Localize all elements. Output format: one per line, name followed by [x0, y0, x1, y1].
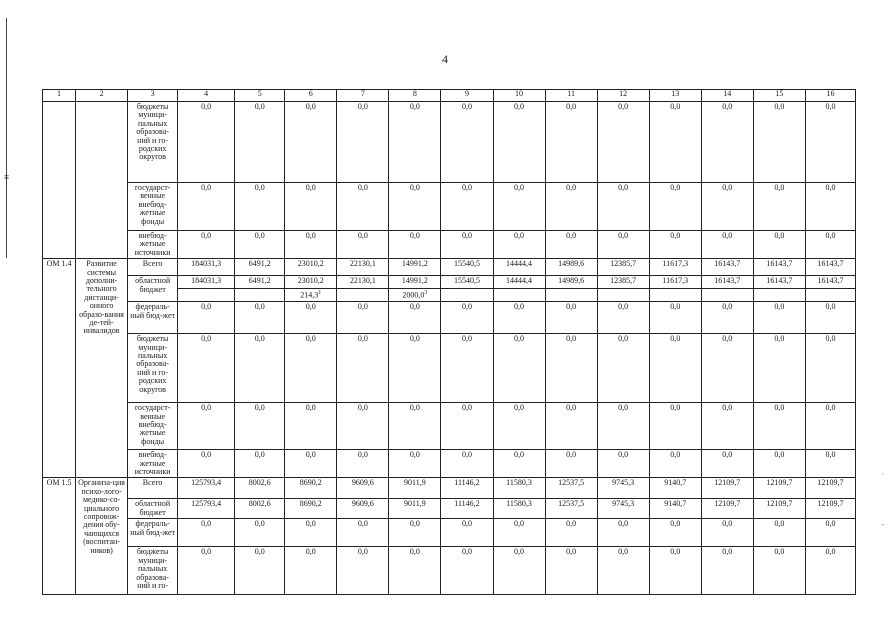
table-row [43, 403, 856, 450]
code-cell [43, 102, 76, 259]
value-cell: 0,0 [389, 403, 441, 450]
value-cell: 0,0 [805, 519, 855, 547]
value-cell: 0,0 [649, 334, 701, 403]
value-cell: 0,0 [493, 231, 545, 259]
value-cell: 0,0 [493, 547, 545, 595]
value-cell: 23010,2 [285, 276, 337, 289]
measure-code: ОМ 1.5 [43, 478, 76, 595]
value-cell: 14991,2 [389, 259, 441, 276]
value-cell: 0,0 [597, 547, 649, 595]
value-cell: 0,0 [701, 450, 753, 478]
value-cell: 9140,7 [649, 499, 701, 519]
value-cell: 0,0 [178, 231, 235, 259]
budget-table [42, 89, 856, 595]
value-cell: 0,0 [545, 403, 597, 450]
value-cell: 14444,4 [493, 276, 545, 289]
value-cell: 12109,7 [753, 499, 805, 519]
table-row [43, 102, 856, 183]
value-cell: 0,0 [235, 102, 285, 183]
value-cell: 0,0 [597, 183, 649, 231]
value-cell: 125793,4 [178, 478, 235, 499]
value-cell: 0,0 [389, 302, 441, 334]
value-cell: 0,0 [389, 450, 441, 478]
value-cell: 0,0 [493, 302, 545, 334]
value-cell: 0,0 [285, 334, 337, 403]
value-cell: 0,0 [493, 102, 545, 183]
value-cell: 9011,9 [389, 499, 441, 519]
value-cell: 0,0 [235, 334, 285, 403]
column-header: 11 [545, 90, 597, 102]
measure-title: Организа-ция психо-лого-медико-со-циального сопровож-дения обу-чающихся (воспитан-ников) [76, 478, 128, 595]
value-cell: 0,0 [285, 547, 337, 595]
table-row [43, 302, 856, 334]
value-cell: 0,0 [178, 183, 235, 231]
value-cell: 0,0 [805, 231, 855, 259]
footnote-value [389, 289, 441, 302]
value-cell: 0,0 [493, 519, 545, 547]
value-cell: 23010,2 [285, 259, 337, 276]
value-cell: 0,0 [235, 403, 285, 450]
column-header: 10 [493, 90, 545, 102]
value-cell: 0,0 [235, 183, 285, 231]
column-header: 14 [701, 90, 753, 102]
source-cell: Всего [128, 259, 178, 276]
value-cell: 6491,2 [235, 276, 285, 289]
source-cell: Всего [128, 478, 178, 499]
footnote-value [285, 289, 337, 302]
value-cell: 0,0 [285, 302, 337, 334]
value-cell: 0,0 [389, 519, 441, 547]
footnote-amount: 214,3 [300, 290, 319, 300]
column-header: 5 [235, 90, 285, 102]
value-cell: 0,0 [649, 302, 701, 334]
title-cell [76, 102, 128, 259]
value-cell: 14989,6 [545, 259, 597, 276]
value-cell: 0,0 [753, 183, 805, 231]
value-cell [337, 289, 389, 302]
value-cell [649, 289, 701, 302]
value-cell: 0,0 [545, 231, 597, 259]
column-header: 6 [285, 90, 337, 102]
source-cell: бюджеты муници-пальных образова-ний и го-родских округов [128, 334, 178, 403]
value-cell: 15540,5 [441, 276, 493, 289]
value-cell: 8690,2 [285, 478, 337, 499]
source-cell: внебюд-жетные источники [128, 450, 178, 478]
value-cell: 0,0 [597, 231, 649, 259]
value-cell: 14991,2 [389, 276, 441, 289]
scan-dot: - [881, 520, 884, 529]
value-cell: 0,0 [285, 231, 337, 259]
value-cell: 0,0 [441, 547, 493, 595]
value-cell: 125793,4 [178, 499, 235, 519]
value-cell: 22130,1 [337, 276, 389, 289]
value-cell: 0,0 [597, 519, 649, 547]
value-cell: 0,0 [235, 519, 285, 547]
source-cell: внебюд-жетные источники [128, 231, 178, 259]
value-cell: 9011,9 [389, 478, 441, 499]
margin-mark: ≡ [4, 172, 10, 182]
value-cell: 0,0 [701, 302, 753, 334]
value-cell: 0,0 [441, 302, 493, 334]
value-cell: 0,0 [389, 547, 441, 595]
value-cell: 11580,3 [493, 478, 545, 499]
value-cell: 16143,7 [805, 259, 855, 276]
value-cell: 0,0 [805, 302, 855, 334]
value-cell: 0,0 [753, 519, 805, 547]
value-cell: 0,0 [753, 231, 805, 259]
table-row [43, 499, 856, 519]
value-cell: 16143,7 [701, 259, 753, 276]
value-cell: 0,0 [493, 334, 545, 403]
page-number: 4 [442, 52, 448, 66]
value-cell: 0,0 [285, 519, 337, 547]
value-cell: 22130,1 [337, 259, 389, 276]
value-cell: 0,0 [337, 519, 389, 547]
value-cell: 0,0 [649, 547, 701, 595]
value-cell: 0,0 [805, 403, 855, 450]
table-row [43, 334, 856, 403]
value-cell: 0,0 [545, 519, 597, 547]
table-row [43, 519, 856, 547]
value-cell [441, 289, 493, 302]
value-cell [545, 289, 597, 302]
value-cell: 0,0 [235, 547, 285, 595]
value-cell: 0,0 [545, 183, 597, 231]
value-cell: 0,0 [441, 102, 493, 183]
value-cell: 0,0 [753, 450, 805, 478]
value-cell: 0,0 [441, 450, 493, 478]
table-row [43, 547, 856, 595]
value-cell: 11146,2 [441, 478, 493, 499]
value-cell: 0,0 [701, 102, 753, 183]
value-cell: 0,0 [701, 547, 753, 595]
value-cell: 0,0 [235, 302, 285, 334]
value-cell: 16143,7 [701, 276, 753, 289]
value-cell: 0,0 [235, 231, 285, 259]
value-cell: 184031,3 [178, 259, 235, 276]
table-row [43, 276, 856, 289]
source-cell: областной бюджет [128, 276, 178, 302]
value-cell: 11617,3 [649, 276, 701, 289]
value-cell: 11617,3 [649, 259, 701, 276]
value-cell: 0,0 [441, 519, 493, 547]
value-cell: 0,0 [805, 547, 855, 595]
column-header: 1 [43, 90, 76, 102]
value-cell: 0,0 [649, 231, 701, 259]
value-cell: 0,0 [545, 547, 597, 595]
value-cell [701, 289, 753, 302]
table-row [43, 450, 856, 478]
value-cell: 0,0 [701, 334, 753, 403]
value-cell: 0,0 [337, 183, 389, 231]
value-cell: 12537,5 [545, 478, 597, 499]
column-header: 15 [753, 90, 805, 102]
column-header: 3 [128, 90, 178, 102]
footnote-marker: 3 [424, 290, 428, 297]
value-cell: 12537,5 [545, 499, 597, 519]
value-cell: 9745,3 [597, 499, 649, 519]
source-cell: государст-венные внебюд-жетные фонды [128, 403, 178, 450]
value-cell: 11146,2 [441, 499, 493, 519]
value-cell: 0,0 [178, 302, 235, 334]
value-cell: 0,0 [701, 231, 753, 259]
value-cell: 8690,2 [285, 499, 337, 519]
column-header: 13 [649, 90, 701, 102]
value-cell: 0,0 [178, 334, 235, 403]
value-cell: 12109,7 [753, 478, 805, 499]
value-cell: 9745,3 [597, 478, 649, 499]
value-cell: 0,0 [545, 450, 597, 478]
value-cell: 0,0 [493, 450, 545, 478]
column-header-row [43, 90, 856, 102]
value-cell: 0,0 [545, 334, 597, 403]
value-cell: 0,0 [701, 183, 753, 231]
source-cell: федераль-ный бюд-жет [128, 519, 178, 547]
value-cell: 0,0 [597, 403, 649, 450]
value-cell: 0,0 [701, 519, 753, 547]
value-cell: 0,0 [337, 403, 389, 450]
value-cell: 15540,5 [441, 259, 493, 276]
value-cell: 12109,7 [805, 478, 855, 499]
value-cell: 0,0 [441, 183, 493, 231]
value-cell: 0,0 [805, 334, 855, 403]
value-cell: 0,0 [285, 183, 337, 231]
column-header: 8 [389, 90, 441, 102]
value-cell: 0,0 [337, 102, 389, 183]
value-cell: 0,0 [753, 102, 805, 183]
value-cell: 0,0 [389, 183, 441, 231]
value-cell: 8002,6 [235, 478, 285, 499]
value-cell [493, 289, 545, 302]
value-cell: 6491,2 [235, 259, 285, 276]
value-cell: 0,0 [389, 102, 441, 183]
source-cell: бюджеты муници-пальных образова-ний и го-родских округов [128, 102, 178, 183]
table-row [43, 259, 856, 276]
value-cell: 16143,7 [753, 276, 805, 289]
column-header: 12 [597, 90, 649, 102]
value-cell: 0,0 [545, 302, 597, 334]
value-cell: 0,0 [389, 334, 441, 403]
value-cell: 0,0 [805, 183, 855, 231]
value-cell: 0,0 [545, 102, 597, 183]
value-cell: 0,0 [805, 102, 855, 183]
value-cell: 0,0 [649, 183, 701, 231]
value-cell: 0,0 [285, 450, 337, 478]
value-cell: 0,0 [285, 403, 337, 450]
column-header: 7 [337, 90, 389, 102]
table-row [43, 478, 856, 499]
value-cell: 0,0 [753, 302, 805, 334]
value-cell: 12109,7 [805, 499, 855, 519]
value-cell: 12109,7 [701, 478, 753, 499]
value-cell: 16143,7 [805, 276, 855, 289]
value-cell: 0,0 [389, 231, 441, 259]
value-cell: 14989,6 [545, 276, 597, 289]
value-cell: 0,0 [753, 334, 805, 403]
measure-code: ОМ 1.4 [43, 259, 76, 478]
column-header: 4 [178, 90, 235, 102]
value-cell: 0,0 [597, 302, 649, 334]
column-header: 2 [76, 90, 128, 102]
source-cell: бюджеты муници-пальных образова-ний и го- [128, 547, 178, 595]
column-header: 9 [441, 90, 493, 102]
value-cell: 0,0 [235, 450, 285, 478]
value-cell: 0,0 [753, 403, 805, 450]
value-cell: 0,0 [337, 334, 389, 403]
value-cell: 0,0 [337, 231, 389, 259]
footnote-amount: 2000,0 [402, 290, 425, 300]
column-header: 16 [805, 90, 855, 102]
value-cell: 0,0 [649, 102, 701, 183]
table-row [43, 231, 856, 259]
value-cell: 9609,6 [337, 499, 389, 519]
value-cell: 0,0 [441, 334, 493, 403]
value-cell: 0,0 [753, 547, 805, 595]
value-cell: 9140,7 [649, 478, 701, 499]
table-row [43, 183, 856, 231]
value-cell: 0,0 [337, 450, 389, 478]
value-cell: 0,0 [337, 547, 389, 595]
value-cell: 12385,7 [597, 276, 649, 289]
value-cell: 11580,3 [493, 499, 545, 519]
value-cell: 0,0 [441, 231, 493, 259]
value-cell: 0,0 [597, 334, 649, 403]
value-cell: 0,0 [178, 403, 235, 450]
value-cell: 0,0 [597, 102, 649, 183]
value-cell: 12109,7 [701, 499, 753, 519]
value-cell: 14444,4 [493, 259, 545, 276]
value-cell: 0,0 [805, 450, 855, 478]
footnote-marker: 1 [318, 290, 322, 297]
value-cell: 0,0 [178, 102, 235, 183]
source-cell: федераль-ный бюд-жет [128, 302, 178, 334]
value-cell: 0,0 [337, 302, 389, 334]
value-cell [753, 289, 805, 302]
value-cell [235, 289, 285, 302]
value-cell: 0,0 [285, 102, 337, 183]
value-cell: 0,0 [597, 450, 649, 478]
value-cell [597, 289, 649, 302]
value-cell: 8002,6 [235, 499, 285, 519]
value-cell: 0,0 [178, 547, 235, 595]
value-cell [178, 289, 235, 302]
value-cell: 12385,7 [597, 259, 649, 276]
source-cell: областной бюджет [128, 499, 178, 519]
value-cell: 0,0 [493, 403, 545, 450]
value-cell: 16143,7 [753, 259, 805, 276]
value-cell: 0,0 [178, 450, 235, 478]
value-cell: 0,0 [441, 403, 493, 450]
value-cell [805, 289, 855, 302]
value-cell: 0,0 [649, 519, 701, 547]
scan-dot: · [881, 470, 884, 479]
value-cell: 0,0 [701, 403, 753, 450]
value-cell: 184031,3 [178, 276, 235, 289]
value-cell: 0,0 [649, 450, 701, 478]
value-cell: 0,0 [178, 519, 235, 547]
value-cell: 0,0 [493, 183, 545, 231]
measure-title: Развитие системы дополни-тельного дистанци-онного образо-вания де-тей-инвалидов [76, 259, 128, 478]
source-cell: государст-венные внебюд-жетные фонды [128, 183, 178, 231]
value-cell: 0,0 [649, 403, 701, 450]
value-cell: 9609,6 [337, 478, 389, 499]
